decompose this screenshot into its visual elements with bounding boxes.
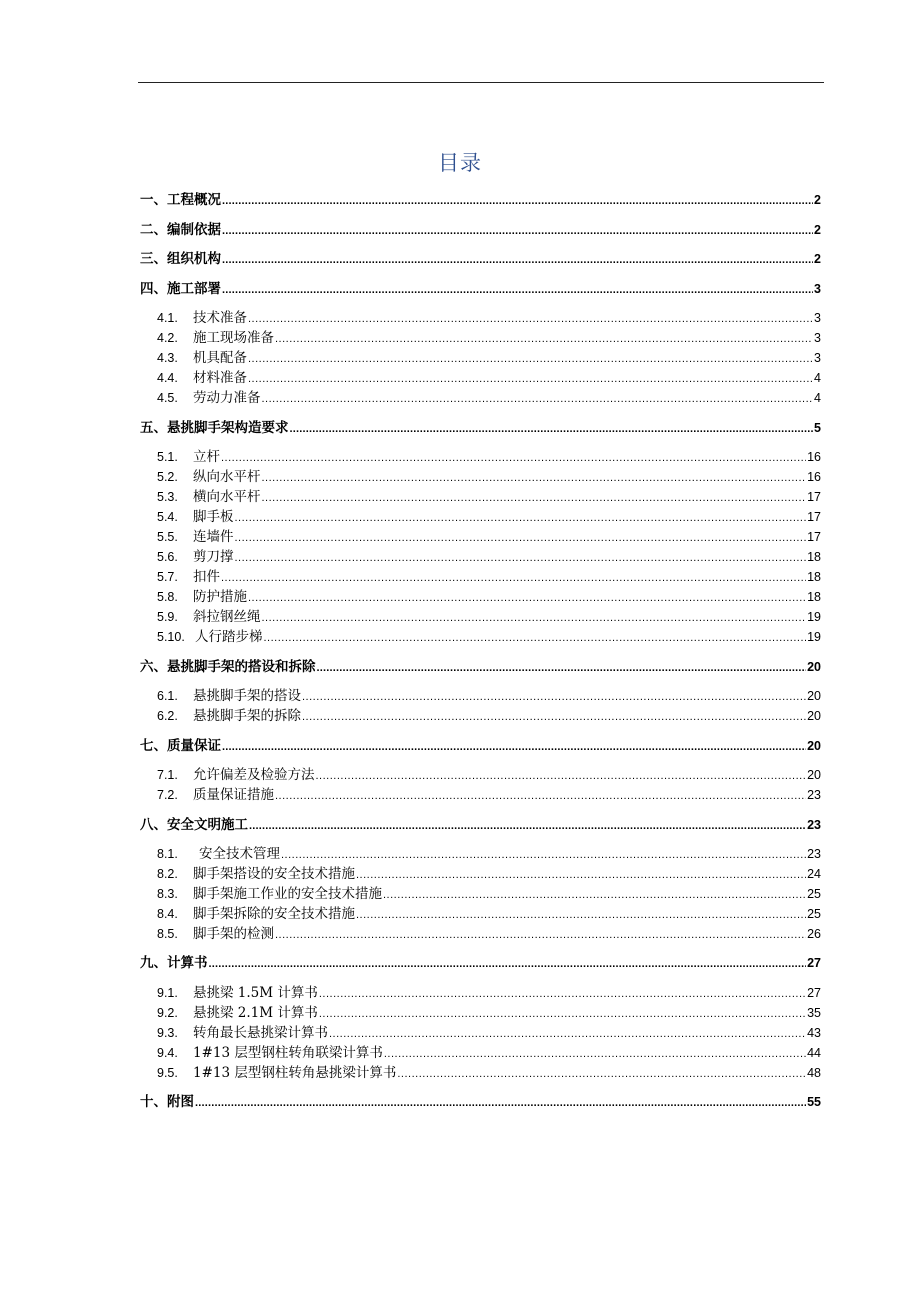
toc-entry-number: 5.5. [157, 530, 178, 544]
toc-entry-title: 悬挑脚手架的拆除 [193, 708, 301, 724]
toc-entry-number: 一、 [140, 192, 167, 208]
toc-entry-number: 9.4. [157, 1046, 178, 1060]
toc-entry-title: 安全文明施工 [167, 817, 248, 833]
toc-leader-dots [275, 786, 806, 806]
toc-leader-dots [262, 468, 807, 488]
toc-leader-dots [262, 389, 814, 409]
toc-entry-title: 编制依据 [167, 222, 221, 238]
toc-entry-title: 悬挑脚手架的搭设和拆除 [167, 659, 316, 675]
toc-entry-page: 55 [807, 1095, 821, 1109]
toc-entry-section[interactable] [157, 527, 821, 547]
toc-leader-dots [290, 419, 814, 439]
toc-entry-title: 悬挑脚手架构造要求 [167, 420, 289, 436]
toc-entry-title: 连墙件 [193, 529, 234, 545]
toc-leader-dots [275, 329, 813, 349]
toc-entry-number: 五、 [140, 420, 167, 436]
toc-entry-title: 立杆 [193, 449, 220, 465]
toc-entry-number: 5.2. [157, 470, 178, 484]
toc-entry-title: 1#13 层型钢柱转角悬挑梁计算书 [193, 1065, 397, 1081]
toc-entry-number: 十、 [140, 1094, 167, 1110]
toc-leader-dots [281, 845, 806, 865]
toc-leader-dots [195, 1093, 806, 1113]
toc-entry-page: 4 [814, 371, 821, 385]
toc-entry-chapter[interactable] [140, 418, 821, 438]
page-title: 目录 [438, 151, 482, 175]
header-rule [138, 82, 824, 83]
toc-leader-dots [222, 280, 813, 300]
toc-entry-number: 8.3. [157, 887, 178, 901]
toc-entry-chapter[interactable] [140, 815, 821, 835]
toc-entry-title: 纵向水平杆 [193, 469, 261, 485]
toc-entry-number: 8.5. [157, 927, 178, 941]
toc-entry-page: 16 [807, 470, 821, 484]
toc-leader-dots [248, 588, 806, 608]
toc-entry-section[interactable] [157, 706, 821, 726]
toc-entry-page: 17 [807, 510, 821, 524]
toc-leader-dots [262, 608, 807, 628]
toc-entry-page: 20 [807, 709, 821, 723]
toc-entry-title: 横向水平杆 [193, 489, 261, 505]
toc-entry-number: 5.7. [157, 570, 178, 584]
toc-entry-section[interactable] [157, 447, 821, 467]
toc-entry-title: 质量保证 [167, 738, 221, 754]
toc-entry-title: 转角最长悬挑梁计算书 [193, 1025, 328, 1041]
toc-entry-number: 5.3. [157, 490, 178, 504]
toc-leader-dots [319, 1004, 806, 1024]
toc-entry-number: 4.1. [157, 311, 178, 325]
toc-entry-title: 脚手架施工作业的安全技术措施 [193, 886, 382, 902]
toc-entry-page: 23 [807, 847, 821, 861]
toc-entry-section[interactable] [157, 587, 821, 607]
toc-entry-section[interactable] [157, 1023, 821, 1043]
toc-entry-section[interactable] [157, 547, 821, 567]
toc-entry-section[interactable] [157, 864, 821, 884]
toc-entry-section[interactable] [157, 765, 821, 785]
toc-entry-number: 5.1. [157, 450, 178, 464]
toc-entry-page: 2 [814, 223, 821, 237]
toc-entry-page: 3 [814, 282, 821, 296]
toc-leader-dots [302, 707, 806, 727]
toc-entry-title: 悬挑脚手架的搭设 [193, 688, 301, 704]
toc-entry-number: 三、 [140, 251, 167, 267]
toc-entry-page: 44 [807, 1046, 821, 1060]
toc-leader-dots [248, 309, 813, 329]
toc-entry-section[interactable] [157, 844, 821, 864]
toc-entry-section[interactable] [157, 607, 821, 627]
toc-entry-section[interactable] [157, 308, 821, 328]
toc-entry-chapter[interactable] [140, 190, 821, 210]
toc-entry-page: 3 [814, 311, 821, 325]
toc-entry-number: 5.10. [157, 630, 185, 644]
toc-entry-section[interactable] [157, 467, 821, 487]
toc-entry-page: 3 [814, 351, 821, 365]
toc-entry-title: 剪刀撑 [193, 549, 234, 565]
toc-entry-number: 6.1. [157, 689, 178, 703]
toc-entry-page: 18 [807, 550, 821, 564]
toc-entry-page: 2 [814, 252, 821, 266]
toc-leader-dots [248, 349, 813, 369]
toc-entry-title: 脚手架拆除的安全技术措施 [193, 906, 355, 922]
toc-entry-page: 24 [807, 867, 821, 881]
toc-entry-title: 施工现场准备 [193, 330, 274, 346]
toc-entry-title: 允许偏差及检验方法 [193, 767, 315, 783]
toc-entry-title: 悬挑梁 1.5M 计算书 [193, 985, 318, 1001]
toc-entry-number: 7.2. [157, 788, 178, 802]
toc-entry-title: 工程概况 [167, 192, 221, 208]
toc-entry-page: 20 [807, 739, 821, 753]
toc-entry-section[interactable] [157, 686, 821, 706]
toc-entry-page: 20 [807, 768, 821, 782]
toc-entry-title: 附图 [167, 1094, 194, 1110]
toc-entry-section[interactable] [157, 1003, 821, 1023]
toc-entry-title: 脚手架搭设的安全技术措施 [193, 866, 355, 882]
toc-entry-number: 9.1. [157, 986, 178, 1000]
toc-entry-section[interactable] [157, 904, 821, 924]
toc-entry-section[interactable] [157, 884, 821, 904]
toc-entry-title: 脚手架的检测 [193, 926, 274, 942]
toc-entry-page: 4 [814, 391, 821, 405]
toc-entry-page: 18 [807, 590, 821, 604]
toc-entry-section[interactable] [157, 983, 821, 1003]
toc-entry-page: 25 [807, 887, 821, 901]
toc-entry-number: 八、 [140, 817, 167, 833]
toc-entry-section[interactable] [157, 487, 821, 507]
toc-entry-section[interactable] [157, 785, 821, 805]
toc-leader-dots [275, 925, 806, 945]
toc-entry-number: 九、 [140, 955, 167, 971]
toc-entry-number: 8.2. [157, 867, 178, 881]
toc-entry-number: 5.9. [157, 610, 178, 624]
toc-leader-dots [249, 816, 806, 836]
toc-entry-chapter[interactable] [140, 953, 821, 973]
toc-entry-chapter[interactable] [140, 220, 821, 240]
toc-entry-number: 6.2. [157, 709, 178, 723]
toc-entry-page: 23 [807, 818, 821, 832]
toc-entry-number: 二、 [140, 222, 167, 238]
toc-leader-dots [222, 221, 813, 241]
toc-entry-page: 17 [807, 530, 821, 544]
toc-entry-page: 35 [807, 1006, 821, 1020]
toc-leader-dots [209, 954, 807, 974]
toc-entry-section[interactable] [157, 507, 821, 527]
toc-entry-section[interactable] [157, 368, 821, 388]
toc-leader-dots [222, 191, 813, 211]
toc-entry-page: 2 [814, 193, 821, 207]
toc-leader-dots [222, 737, 806, 757]
toc-leader-dots [356, 905, 806, 925]
toc-entry-number: 六、 [140, 659, 167, 675]
toc-entry-section[interactable] [157, 627, 821, 647]
toc-leader-dots [262, 488, 807, 508]
toc-entry-number: 8.1. [157, 847, 178, 861]
toc-entry-number: 5.6. [157, 550, 178, 564]
toc-leader-dots [235, 508, 807, 528]
toc-leader-dots [316, 766, 807, 786]
toc-entry-page: 3 [814, 331, 821, 345]
toc-leader-dots [317, 658, 807, 678]
toc-entry-page: 19 [807, 630, 821, 644]
toc-entry-title: 劳动力准备 [193, 390, 261, 406]
toc-entry-number: 4.5. [157, 391, 178, 405]
toc-entry-chapter[interactable] [140, 1092, 821, 1112]
toc-entry-page: 48 [807, 1066, 821, 1080]
toc-entry-number: 4.2. [157, 331, 178, 345]
toc-entry-section[interactable] [157, 1043, 821, 1063]
toc-entry-number: 5.4. [157, 510, 178, 524]
toc-entry-chapter[interactable] [140, 249, 821, 269]
toc-entry-number: 9.3. [157, 1026, 178, 1040]
toc-entry-page: 27 [807, 986, 821, 1000]
toc-entry-chapter[interactable] [140, 657, 821, 677]
toc-entry-page: 25 [807, 907, 821, 921]
toc-leader-dots [319, 984, 806, 1004]
toc-entry-number: 5.8. [157, 590, 178, 604]
toc-entry-title: 斜拉钢丝绳 [193, 609, 261, 625]
toc-entry-title: 防护措施 [193, 589, 247, 605]
toc-entry-section[interactable] [157, 1063, 821, 1083]
toc-entry-page: 17 [807, 490, 821, 504]
toc-entry-title: 施工部署 [167, 281, 221, 297]
toc-leader-dots [383, 885, 806, 905]
toc-entry-page: 27 [807, 956, 821, 970]
toc-entry-section[interactable] [157, 924, 821, 944]
toc-entry-page: 19 [807, 610, 821, 624]
toc-entry-title: 计算书 [167, 955, 208, 971]
toc-leader-dots [356, 865, 806, 885]
toc-leader-dots [397, 1064, 806, 1084]
toc-leader-dots [302, 687, 806, 707]
toc-entry-title: 安全技术管理 [199, 846, 280, 862]
toc-entry-page: 18 [807, 570, 821, 584]
toc-leader-dots [221, 448, 806, 468]
toc-entry-title: 人行踏步梯 [195, 629, 263, 645]
toc-entry-page: 26 [807, 927, 821, 941]
toc-entry-section[interactable] [157, 567, 821, 587]
toc-entry-chapter[interactable] [140, 279, 821, 299]
toc-entry-chapter[interactable] [140, 736, 821, 756]
toc-leader-dots [248, 369, 813, 389]
toc-entry-section[interactable] [157, 328, 821, 348]
toc-entry-page: 20 [807, 689, 821, 703]
toc-leader-dots [235, 528, 807, 548]
toc-entry-title: 脚手板 [193, 509, 234, 525]
toc-entry-title: 悬挑梁 2.1M 计算书 [193, 1005, 318, 1021]
toc-entry-number: 四、 [140, 281, 167, 297]
toc-entry-page: 5 [814, 421, 821, 435]
toc-entry-number: 7.1. [157, 768, 178, 782]
toc-entry-title: 机具配备 [193, 350, 247, 366]
toc-leader-dots [221, 568, 806, 588]
toc-entry-number: 七、 [140, 738, 167, 754]
toc-entry-title: 技术准备 [193, 310, 247, 326]
toc-entry-title: 组织机构 [167, 251, 221, 267]
toc-leader-dots [235, 548, 807, 568]
toc-entry-number: 8.4. [157, 907, 178, 921]
toc-entry-page: 23 [807, 788, 821, 802]
toc-entry-section[interactable] [157, 388, 821, 408]
toc-leader-dots [329, 1024, 806, 1044]
toc-leader-dots [264, 628, 807, 648]
toc-entry-page: 43 [807, 1026, 821, 1040]
toc-entry-title: 扣件 [193, 569, 220, 585]
toc-entry-number: 4.4. [157, 371, 178, 385]
toc-leader-dots [222, 250, 813, 270]
toc-entry-page: 16 [807, 450, 821, 464]
toc-entry-title: 材料准备 [193, 370, 247, 386]
toc-entry-section[interactable] [157, 348, 821, 368]
toc-entry-number: 4.3. [157, 351, 178, 365]
toc-leader-dots [384, 1044, 806, 1064]
toc-entry-number: 9.2. [157, 1006, 178, 1020]
toc-entry-title: 质量保证措施 [193, 787, 274, 803]
toc-entry-number: 9.5. [157, 1066, 178, 1080]
toc-entry-title: 1#13 层型钢柱转角联梁计算书 [193, 1045, 383, 1061]
toc-entry-page: 20 [807, 660, 821, 674]
